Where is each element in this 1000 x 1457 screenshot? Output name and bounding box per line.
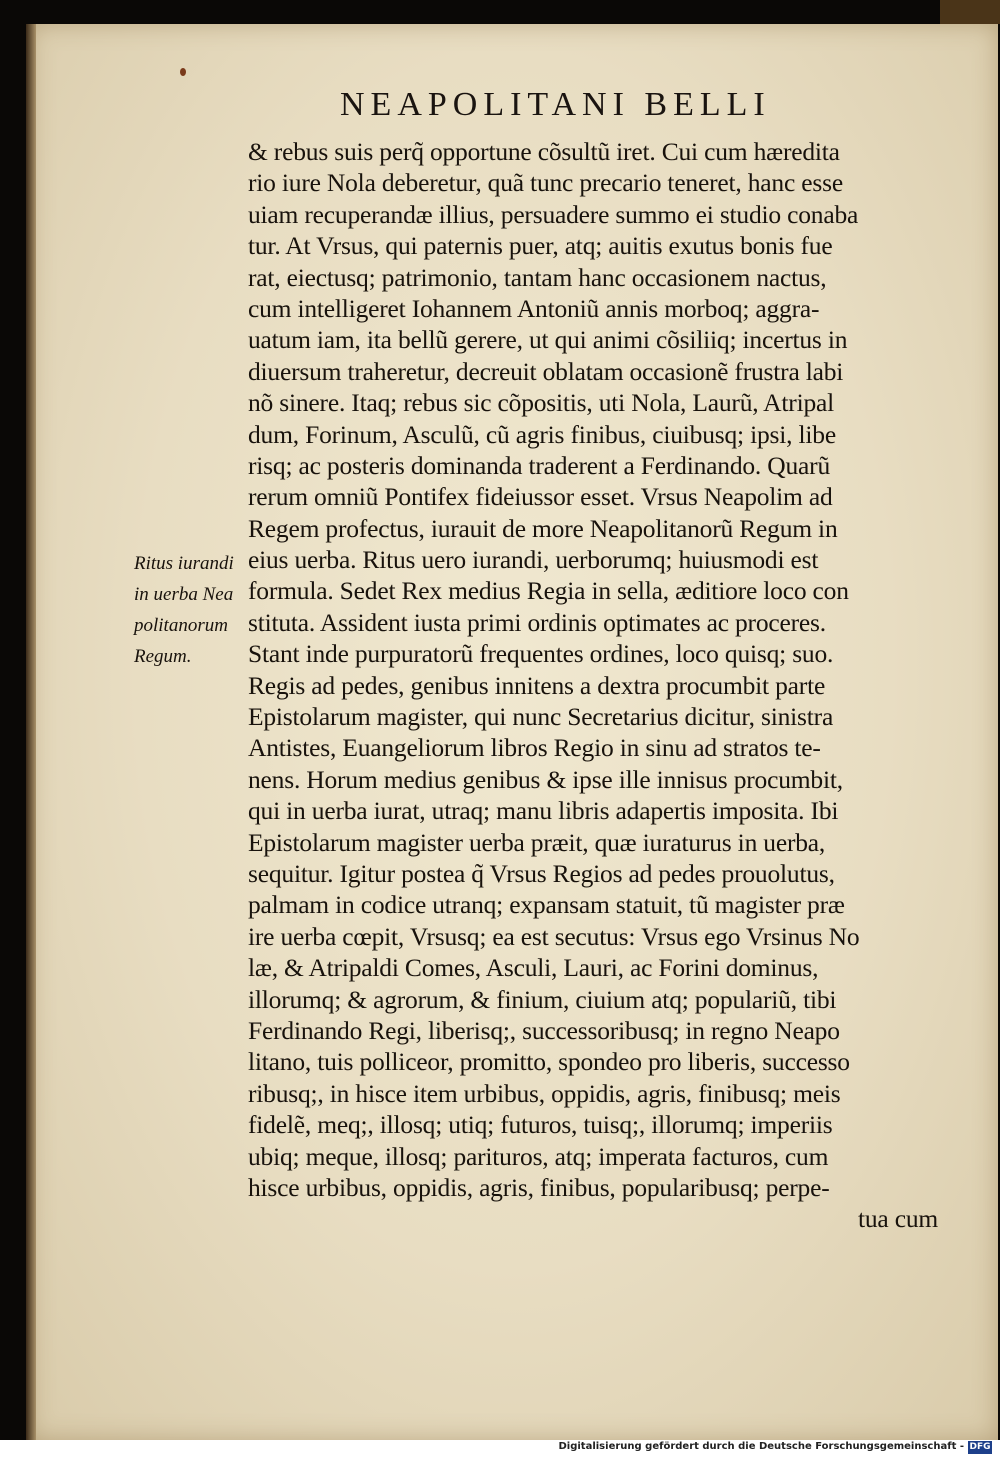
text-line: dum, Forinum, Asculũ, cũ agris finibus, ciuibusq; ipsi, libe — [248, 419, 836, 449]
text-line: uiam recuperandæ illius, persuadere summo ei studio conaba — [248, 199, 859, 229]
text-line: & rebus suis perq̃ opportune cõsultũ iret. Cui cum hæredita — [248, 137, 840, 166]
text-line: Epistolarum magister uerba præit, quæ iuraturus in uerba, — [248, 827, 826, 857]
text-line: Regis ad pedes, genibus innitens a dextra procumbit parte — [248, 670, 826, 700]
text-line: Regem profectus, iurauit de more Neapolitanorũ Regum in — [248, 513, 838, 543]
text-line: ribusq;, in hisce item urbibus, oppidis, agris, finibusq; meis — [248, 1078, 841, 1108]
text-line: Stant inde purpuratorũ frequentes ordines, loco quisq; suo. — [248, 639, 834, 669]
text-line: læ, & Atripaldi Comes, Asculi, Lauri, ac Forini dominus, — [248, 953, 819, 983]
text-line: eius uerba. Ritus uero iurandi, uerborumq; huiusmodi est — [248, 545, 819, 575]
body-text — [248, 136, 938, 1235]
text-line: ire uerba cœpit, Vrsusq; ea est secutus: Vrsus ego Vrsinus No — [248, 921, 860, 951]
book-corner — [940, 0, 1000, 24]
marginal-note-line: in uerba Nea — [134, 584, 234, 605]
text-line: tur. At Vrsus, qui paternis puer, atq; auitis exutus bonis fue — [248, 231, 833, 261]
text-line: cum intelligeret Iohannem Antoniũ annis morboq; aggra- — [248, 293, 820, 323]
text-line: Ferdinando Regi, liberisq;, successoribusq; in regno Neapo — [248, 1015, 840, 1045]
page-edge — [26, 24, 36, 1440]
text-line: sequitur. Igitur postea q̃ Vrsus Regios ad pedes prouolutus, — [248, 858, 835, 888]
marginal-note-line: politanorum — [134, 615, 228, 636]
text-line: stituta. Assident iusta primi ordinis optimates ac proceres. — [248, 607, 826, 637]
running-head: NEAPOLITANI BELLI — [340, 86, 771, 123]
catchword: tua cum — [857, 1204, 938, 1234]
ink-spot — [180, 68, 186, 76]
text-line: nõ sinere. Itaq; rebus sic cõpositis, uti Nola, Laurũ, Atripal — [248, 388, 835, 418]
text-line: nens. Horum medius genibus & ipse ille innisus procumbit, — [248, 764, 843, 794]
marginal-note — [134, 548, 246, 672]
text-line: hisce urbibus, oppidis, agris, finibus, popularibusq; perpe- — [248, 1172, 830, 1202]
text-line: diuersum traheretur, decreuit oblatam occasionẽ frustra labi — [248, 356, 844, 386]
dfg-logo: DFG — [969, 1442, 991, 1452]
text-line: rerum omniũ Pontifex fideiussor esset. Vrsus Neapolim ad — [248, 482, 833, 512]
marginal-note-line: Ritus iurandi — [134, 553, 234, 574]
text-line: risq; ac posteris dominanda traderent a Ferdinando. Quarũ — [248, 450, 830, 480]
text-line: fidelẽ, meq;, illosq; utiq; futuros, tuisq;, illorumq; imperiis — [248, 1110, 833, 1140]
text-line: Epistolarum magister, qui nunc Secretarius dicitur, sinistra — [248, 702, 834, 732]
text-line: illorumq; & agrorum, & finium, ciuium atq; populariũ, tibi — [248, 984, 837, 1014]
marginal-note-line: Regum. — [134, 646, 192, 667]
footer-credit: Digitalisierung gefördert durch die Deutsche Forschungsgemeinschaft - — [558, 1441, 964, 1452]
text-line: ubiq; meque, illosq; parituros, atq; imperata facturos, cum — [248, 1141, 829, 1171]
text-line: rat, eiectusq; patrimonio, tantam hanc occasionem nactus, — [248, 262, 827, 292]
text-line: palmam in codice utranq; expansam statuit, tũ magister præ — [248, 890, 845, 920]
text-line: qui in uerba iurat, utraq; manu libris adapertis imposita. Ibi — [248, 796, 839, 826]
text-line: Antistes, Euangeliorum libros Regio in sinu ad stratos te- — [248, 733, 821, 763]
text-line: rio iure Nola deberetur, quã tunc precario teneret, hanc esse — [248, 168, 843, 198]
text-line: formula. Sedet Rex medius Regia in sella, æditiore loco con — [248, 576, 849, 606]
text-line: uatum iam, ita bellũ gerere, ut qui animi cõsiliiq; incertus in — [248, 325, 848, 355]
text-line: litano, tuis polliceor, promitto, spondeo pro liberis, successo — [248, 1047, 850, 1077]
